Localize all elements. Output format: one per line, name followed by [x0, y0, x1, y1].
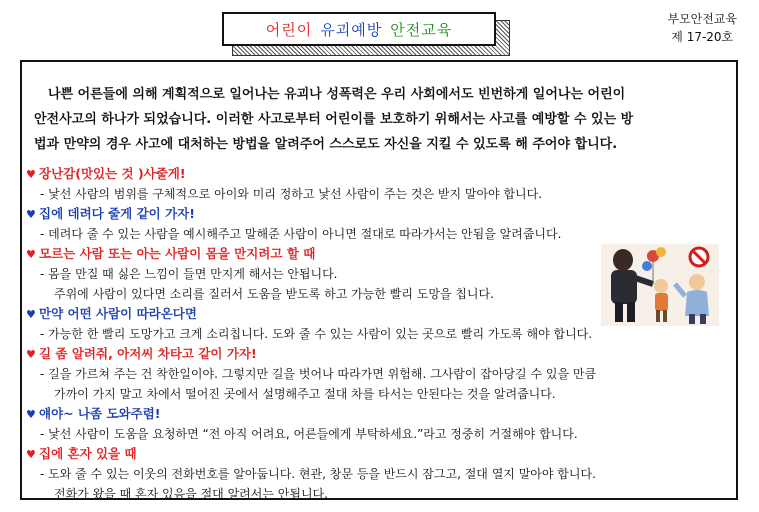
- section-text: 전화가 왔을 때 혼자 있음을 절대 알려서는 안됩니다.: [54, 487, 328, 501]
- section-text: 주위에 사람이 있다면 소리를 질러서 도움을 받도록 하고 가능한 빨리 도망을 칩니다.: [54, 287, 494, 301]
- section-heading: 장난감(맛있는 것 )사줄게!: [39, 166, 186, 181]
- section-heading: 모르는 사람 또는 아는 사람이 몸을 만지려고 할 때: [39, 246, 316, 261]
- document-number: [667, 10, 737, 46]
- section-text: - 도와 줄 수 있는 이웃의 전화번호를 알아둡니다. 현관, 창문 등을 반드시 잠그고, 절대 열지 말아야 합니다.: [40, 467, 596, 481]
- section-heading: 집에 데려다 줄게 같이 가자!: [39, 206, 195, 221]
- section-text: - 데려다 줄 수 있는 사람을 예시해주고 말해준 사람이 아니면 절대로 따라가서는 안됨을 알려줍니다.: [40, 227, 562, 241]
- heart-icon: ♥: [26, 208, 36, 221]
- title-part-children: 어린이: [265, 20, 313, 39]
- heart-icon: ♥: [26, 348, 36, 361]
- section-text: - 길을 가르쳐 주는 건 착한일이야. 그렇지만 길을 벗어나 따라가면 위험해. 그사람이 잡아당길 수 있을 만큼: [40, 367, 597, 381]
- intro-line: 나쁜 어른들에 의해 계획적으로 일어나는 유괴나 성폭력은 우리 사회에서도 빈번하게 일어나는 어린이: [48, 87, 626, 102]
- heart-icon: ♥: [26, 448, 36, 461]
- section-text: - 가능한 한 빨리 도망가고 크게 소리칩니다. 도와 줄 수 있는 사람이 있는 곳으로 빨리 가도록 해야 합니다.: [40, 327, 593, 341]
- intro-line: 법과 만약의 경우 사고에 대처하는 방법을 알려주어 스스로도 자신을 지킬 수 있도록 해 주어야 합니다.: [34, 137, 618, 152]
- sections-list: [26, 164, 732, 504]
- intro-paragraph: [34, 82, 724, 157]
- title-part-safety-education: 안전교육: [390, 20, 453, 39]
- section-toy-lure: [26, 164, 732, 204]
- heart-icon: ♥: [26, 408, 36, 421]
- title-box: [222, 12, 496, 46]
- document-series: 부모안전교육: [667, 12, 737, 26]
- title-banner: [222, 12, 510, 56]
- heart-icon: ♥: [26, 308, 36, 321]
- stranger-danger-illustration: [601, 244, 719, 326]
- section-take-you-home: [26, 204, 732, 244]
- section-text: - 낯선 사람이 도움을 요청하면 “전 아직 어려요, 어른들에게 부탁하세요.”라고 정중히 거절해야 합니다.: [40, 427, 578, 441]
- section-home-alone: [26, 444, 732, 504]
- section-heading: 길 좀 알려줘, 아저씨 차타고 같이 가자!: [39, 346, 257, 361]
- title-part-kidnapping-prevention: 유괴예방: [320, 20, 383, 39]
- section-heading: 얘야~ 나좀 도와주렴!: [39, 406, 161, 421]
- heart-icon: ♥: [26, 248, 36, 261]
- section-ride-in-car: [26, 344, 732, 404]
- section-heading: 만약 어떤 사람이 따라온다면: [39, 306, 197, 321]
- intro-line: 안전사고의 하나가 되었습니다. 이러한 사고로부터 어린이를 보호하기 위해서는 사고를 예방할 수 있는 방: [34, 112, 634, 127]
- section-help-request: [26, 404, 732, 444]
- section-text: - 몸을 만질 때 싫은 느낌이 들면 만지게 해서는 안됩니다.: [40, 267, 338, 281]
- section-heading: 집에 혼자 있을 때: [39, 446, 137, 461]
- section-text: - 낯선 사람의 범위를 구체적으로 아이와 미리 정하고 낯선 사람이 주는 것은 받지 말아야 합니다.: [40, 187, 543, 201]
- document-issue: 제 17-20호: [671, 30, 734, 44]
- heart-icon: ♥: [26, 168, 36, 181]
- section-text: 가까이 가지 말고 차에서 떨어진 곳에서 설명해주고 절대 차를 타서는 안된다는 것을 알려줍니다.: [54, 387, 556, 401]
